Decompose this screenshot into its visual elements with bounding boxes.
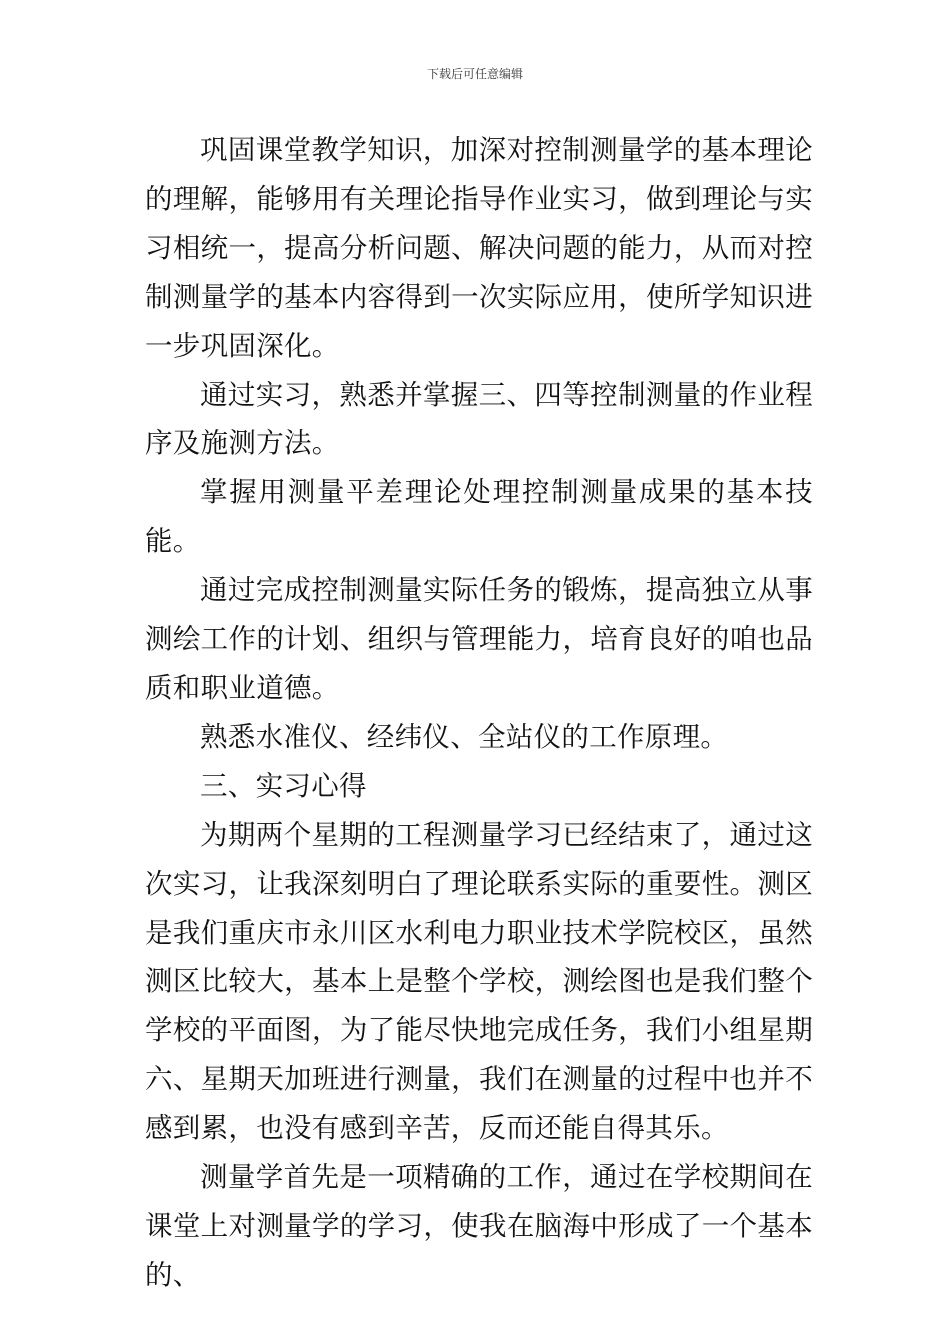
paragraph-experience-summary: 为期两个星期的工程测量学习已经结束了，通过这次实习，让我深刻明白了理论联系实际的重要性。测区是我们重庆市永川区水利电力职业技术学院校区，虽然测区比较大，基本上是整个学校，测绘图也是我们整个学校的平面图，为了能尽快地完成任务，我们小组星期六、星期天加班进行测量，我们在测量的过程中也并不感到累，也没有感到辛苦，反而还能自得其乐。: [145, 818, 813, 1145]
paragraph-objective-consolidate: 巩固课堂教学知识，加深对控制测量学的基本理论的理解，能够用有关理论指导作业实习，做到理论与实习相统一，提高分析问题、解决问题的能力，从而对控制测量学的基本内容得到一次实际应用，使所学知识进一步巩固深化。: [145, 134, 813, 362]
paragraph-objective-instruments: 熟悉水准仪、经纬仪、全站仪的工作原理。: [200, 720, 729, 753]
paragraph-objective-management: 通过完成控制测量实际任务的锻炼，提高独立从事测绘工作的计划、组织与管理能力，培育良好的咱也品质和职业道德。: [145, 574, 813, 704]
section-heading-experience: 三、实习心得: [200, 769, 367, 802]
paragraph-experience-precision: 测量学首先是一项精确的工作，通过在学校期间在课堂上对测量学的学习，使我在脑海中形成了一个基本的、: [145, 1161, 813, 1291]
paragraph-objective-procedure: 通过实习，熟悉并掌握三、四等控制测量的作业程序及施测方法。: [145, 378, 813, 460]
page-header: 下载后可任意编辑: [426, 67, 523, 81]
paragraph-objective-adjustment: 掌握用测量平差理论处理控制测量成果的基本技能。: [145, 476, 813, 558]
document-body: [145, 126, 813, 1300]
